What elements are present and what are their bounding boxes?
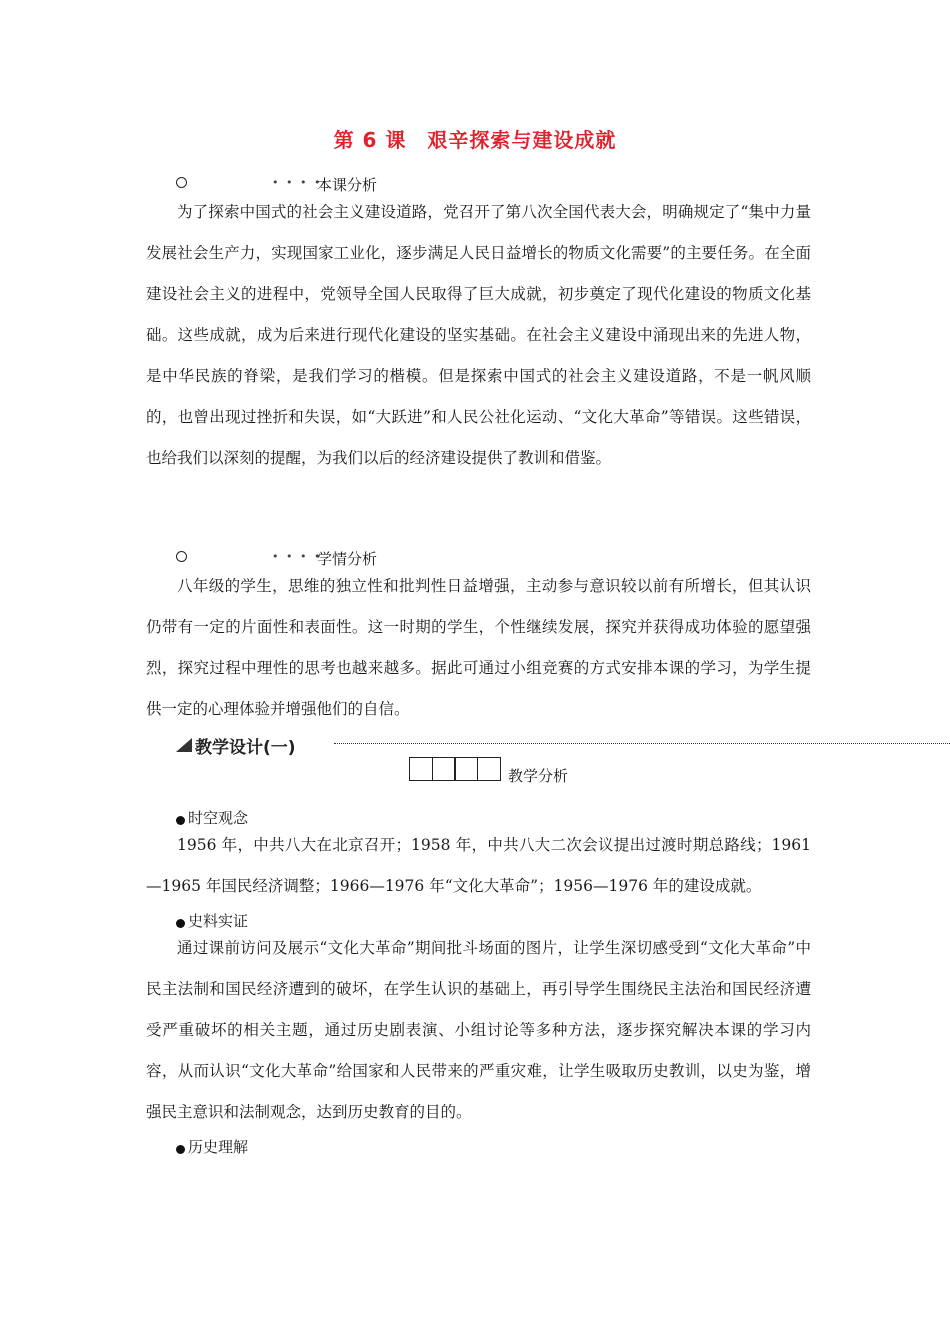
box	[409, 757, 433, 781]
paragraph: 八年级的学生，思维的独立性和批判性日益增强，主动参与意识较以前有所增长，但其认识仍带有一定的片面性和表面性。这一时期的学生，个性继续发展，探究并获得成功体验的愿望强烈，探究过程中理性的思考也越来越多。据此可通过小组竞赛的方式安排本课的学习，为学生提供一定的心理体验并增强他们的自信。	[146, 577, 811, 718]
box	[477, 757, 501, 781]
circle-icon	[176, 177, 187, 188]
section-heading-label: 本课分析	[317, 176, 378, 194]
paragraph: 为了探索中国式的社会主义建设道路，党召开了第八次全国代表大会，明确规定了“集中力量发展社会生产力，实现国家工业化，逐步满足人民日益增长的物质文化需要”的主要任务。在全面建设社会主义的进程中，党领导全国人民取得了巨大成就，初步奠定了现代化建设的物质文化基础。这些成就，成为后来进行现代化建设的坚实基础。在社会主义建设中涌现出来的先进人物，是中华民族的脊梁，是我们学习的楷模。但是探索中国式的社会主义建设道路，不是一帆风顺的，也曾出现过挫折和失误，如“大跃进”和人民公社化运动、“文化大革命”等错误。这些错误，也给我们以深刻的提醒，为我们以后的经济建设提供了教训和借鉴。	[146, 203, 811, 467]
teaching-design-banner	[176, 732, 950, 758]
lesson-title: 第 6 课 艰辛探索与建设成就	[333, 128, 617, 152]
paragraph: 1956 年，中共八大在北京召开；1958 年，中共八大二次会议提出过渡时期总路线；1961—1965 年国民经济调整；1966—1976 年“文化大革命”；1956—1976 年的建设成就。	[146, 836, 811, 895]
triangle-icon	[176, 738, 192, 752]
section-heading-lesson-analysis	[176, 174, 576, 194]
bullet-heading-label: 历史理解	[188, 1138, 249, 1156]
section-body-lesson-analysis	[146, 192, 811, 479]
dots-decoration: • • • •	[272, 550, 323, 563]
section-body-student-analysis	[146, 566, 811, 730]
box	[454, 757, 478, 781]
bullet-body-space-time	[146, 825, 811, 907]
dots-decoration: • • • •	[272, 176, 323, 189]
paragraph: 通过课前访问及展示“文化大革命”期间批斗场面的图片，让学生深切感受到“文化大革命”中民主法制和国民经济遭到的破坏，在学生认识的基础上，再引导学生围绕民主法治和国民经济遭受严重破坏的相关主题，通过历史剧表演、小组讨论等多种方法，逐步探究解决本课的学习内容，从而认识“文化大革命”给国家和人民带来的严重灾难，让学生吸取历史教训，以史为鉴，增强民主意识和法制观念，达到历史教育的目的。	[146, 939, 811, 1121]
banner-dotted-rule	[334, 743, 950, 744]
bullet-icon	[176, 919, 185, 928]
box	[432, 757, 456, 781]
bullet-heading-label: 史料实证	[188, 912, 249, 930]
bullet-body-evidence	[146, 928, 811, 1133]
empty-boxes	[409, 757, 499, 781]
circle-icon	[176, 551, 187, 562]
section-heading-label: 学情分析	[317, 550, 378, 568]
banner-title: 教学设计(一)	[195, 738, 296, 758]
analysis-label: 教学分析	[508, 767, 569, 785]
bullet-icon	[176, 816, 185, 825]
bullet-heading-history-understanding	[176, 1136, 248, 1157]
bullet-heading-label: 时空观念	[188, 809, 249, 827]
section-heading-student-analysis	[176, 548, 576, 568]
bullet-icon	[176, 1145, 185, 1154]
